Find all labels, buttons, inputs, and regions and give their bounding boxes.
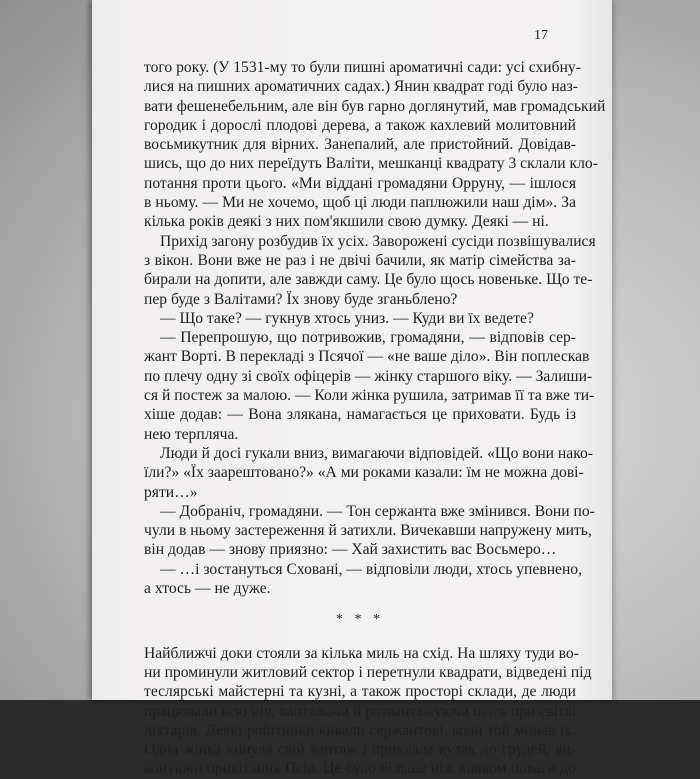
text-line: Прихід загону розбудив їх усіх. Заворожені сусіди позвішувалися: [160, 232, 596, 250]
text-line: працювали всю ніч, вантажачи й розвантажуючи щось при світлі: [144, 702, 577, 720]
text-line: пер буде з Валітами? Їх знову буде зганьблено?: [144, 290, 458, 308]
text-line: з вікон. Вони вже не раз і не двічі бачили, як матір сімейства за-: [144, 251, 576, 269]
text-line: а хтось — не дуже.: [144, 580, 271, 598]
text-line: ни проминули житловий сектор і перетнули квадрати, відведені під: [144, 663, 592, 681]
text-section-2: [144, 644, 592, 779]
text-line: він додав — знову приязно: — Хай захистить вас Восьмеро…: [144, 541, 557, 559]
text-line: лися на пишних ароматичних садах.) Янин квадрат годі було наз-: [144, 78, 578, 96]
text-line: в ньому. — Ми не хочемо, щоб ці люди паплюжили наш дім». За: [144, 194, 576, 212]
text-line: того року. (У 1531-му то були пишні ароматичні сади: усі схибну-: [144, 59, 581, 76]
text-line: восьмикутник для вірних. Занепалий, але пристойний. Довідав-: [144, 136, 576, 154]
scene-break: * * *: [336, 612, 384, 628]
text-line: шись, що до них переїдуть Валіти, мешканці квадрату 3 склали кло-: [144, 155, 598, 173]
text-line: Люди й досі гукали вниз, вимагаючи відповідей. «Що вони нако-: [160, 444, 593, 462]
text-line: конуючи привітання Псів. Це було більше ніж виявом поваги до: [144, 760, 576, 778]
text-line: ся й постеж за малою. — Коли жінка рушила, затримав її та вже ти-: [144, 387, 595, 405]
text-line: Одна жінка кинула свій вантаж і приклала кулак до грудей, ви-: [144, 741, 576, 759]
page-number: 17: [534, 28, 548, 43]
text-line: по плечу одну зі своїх офіцерів — жінку старшого віку. — Залиши-: [144, 367, 593, 385]
text-line: чули в ньому застереження й затихли. Вичекавши напружену мить,: [144, 522, 592, 540]
text-line: — Перепрошую, що потривожив, громадяни, — відповів сер-: [160, 329, 576, 347]
text-section-1: [144, 58, 606, 598]
book-page: [92, 0, 612, 778]
text-line: — Що таке? — гукнув хтось униз. — Куди ви їх ведете?: [160, 309, 534, 327]
text-line: потання проти цього. «Ми віддані громадяни Орруну, — ішлося: [144, 174, 576, 192]
text-line: — Добраніч, громадяни. — Тон сержанта вже змінився. Вони по-: [160, 502, 595, 520]
text-line: ряти…»: [144, 483, 198, 501]
text-line: городик і дорослі плодові дерева, а також кахлевий молитовний: [144, 116, 576, 134]
text-line: жант Ворті. В перекладі з Псячої — «не ваше діло». Він поплескав: [144, 348, 590, 366]
text-line: ліхтарів. Деякі робітники кивали сержантові, коли той минав їх.: [144, 721, 576, 739]
text-line: кілька років деякі з них пом'якшили свою думку. Деякі — ні.: [144, 213, 549, 231]
text-line: Найближчі доки стояли за кілька миль на схід. На шляху туди во-: [144, 644, 579, 662]
text-line: бирали на допити, але завжди саму. Це було щось новеньке. Що те-: [144, 271, 593, 289]
text-line: — …і зостануться Сховані, — відповіли люди, хтось упевнено,: [160, 560, 582, 578]
text-line: їли?» «Їх заарештовано?» «А ми роками казали: їм не можна дові-: [144, 464, 584, 482]
text-line: теслярські майстерні та кузні, а також просторі склади, де люди: [144, 683, 576, 701]
body-text: [144, 58, 606, 779]
text-line: нею терпляча.: [144, 425, 239, 443]
text-line: хіше додав: — Вона злякана, намагається це приховати. Будь із: [144, 406, 576, 424]
text-line: вати фешенебельним, але він був гарно доглянутий, мав громадський: [144, 97, 606, 115]
